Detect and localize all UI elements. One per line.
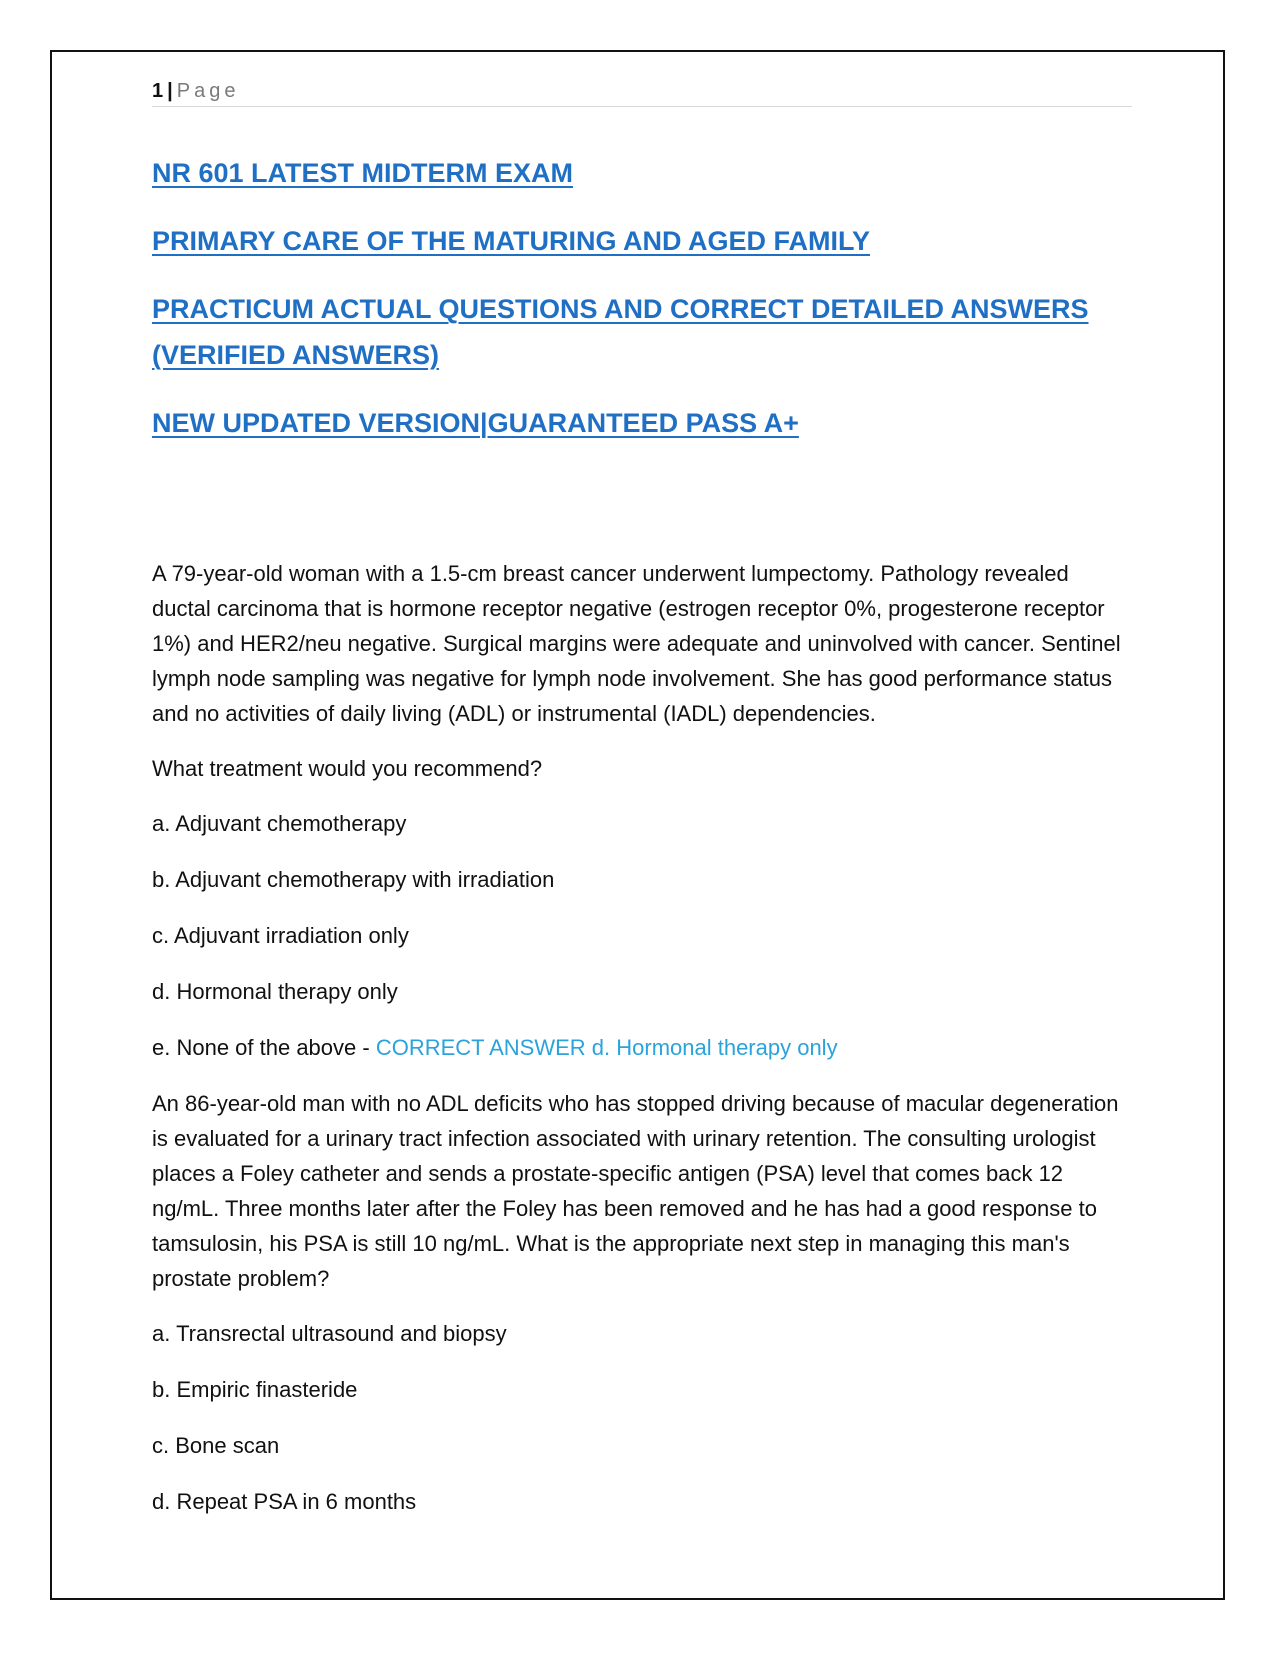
page-separator: | — [167, 80, 173, 102]
question-1-stem: A 79-year-old woman with a 1.5-cm breast cancer underwent lumpectomy. Pathology revealed ductal carcinoma that is hormone receptor negative (estrogen receptor 0%, progesterone receptor 1%) and HER2/neu negative. Surgical margins were adequate and uninvolved with cancer. Sentinel lymph node sampling was negative for lymph node involvement. She has good performance status and no activities of daily living (ADL) or instrumental (IADL) dependencies. — [152, 561, 1121, 726]
document-body — [152, 150, 1132, 1540]
page-word: Page — [176, 80, 240, 102]
page-header — [152, 78, 1132, 107]
question-2-option-a: a. Transrectal ultrasound and biopsy — [152, 1321, 507, 1346]
title-practicum[interactable]: PRACTICUM ACTUAL QUESTIONS AND CORRECT DETAILED ANSWERS (VERIFIED ANSWERS) — [152, 294, 1089, 370]
question-2-option-b: b. Empiric finasteride — [152, 1377, 358, 1402]
title-version[interactable]: NEW UPDATED VERSION|GUARANTEED PASS A+ — [152, 408, 799, 438]
question-1-prompt: What treatment would you recommend? — [152, 756, 543, 781]
question-1-option-e — [152, 1030, 1132, 1065]
question-1-option-e-text: e. None of the above - — [152, 1035, 376, 1060]
question-2-option-c: c. Bone scan — [152, 1433, 280, 1458]
question-2 — [152, 1086, 1132, 1519]
question-1-option-d: d. Hormonal therapy only — [152, 979, 398, 1004]
question-1 — [152, 556, 1132, 1065]
question-1-correct-answer: CORRECT ANSWER d. Hormonal therapy only — [375, 1035, 838, 1060]
title-course[interactable]: PRIMARY CARE OF THE MATURING AND AGED FAMILY — [152, 226, 871, 256]
question-1-option-a: a. Adjuvant chemotherapy — [152, 811, 407, 836]
spacer — [152, 468, 1132, 556]
question-1-option-b: b. Adjuvant chemotherapy with irradiation — [152, 867, 555, 892]
question-2-option-d: d. Repeat PSA in 6 months — [152, 1489, 417, 1514]
question-2-stem: An 86-year-old man with no ADL deficits who has stopped driving because of macular degeneration is evaluated for a urinary tract infection associated with urinary retention. The consulting urologist places a Foley catheter and sends a prostate-specific antigen (PSA) level that comes back 12 ng/mL. Three months later after the Foley has been removed and he has had a good response to tamsulosin, his PSA is still 10 ng/mL. What is the appropriate next step in managing this man's prostate problem? — [152, 1091, 1119, 1291]
page-number: 1 — [152, 80, 164, 102]
title-exam[interactable]: NR 601 LATEST MIDTERM EXAM — [152, 158, 574, 188]
question-1-option-c: c. Adjuvant irradiation only — [152, 923, 409, 948]
